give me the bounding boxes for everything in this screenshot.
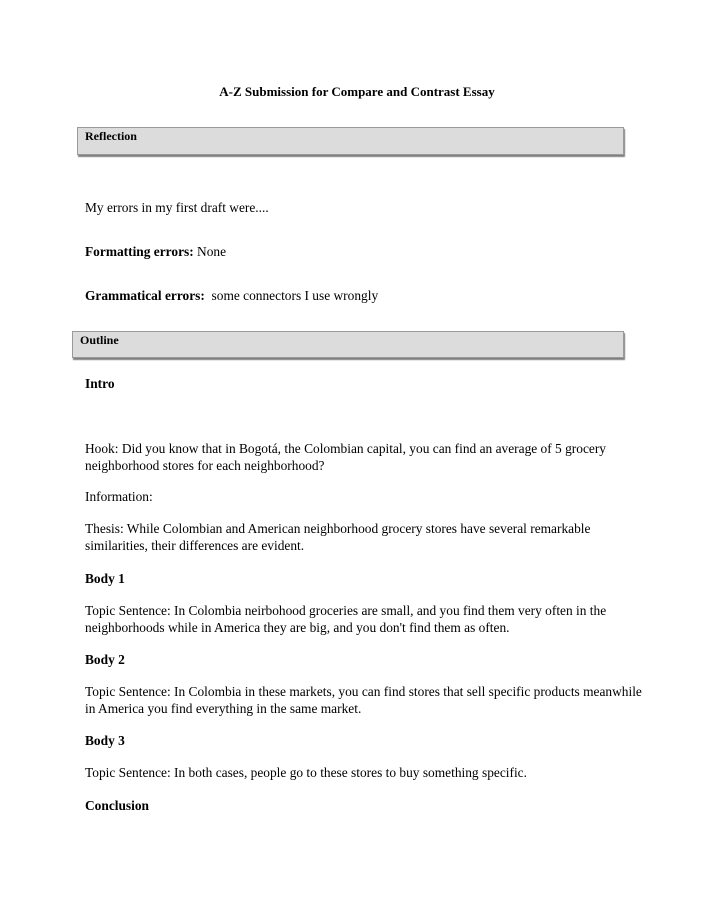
intro-heading: Intro [85, 376, 115, 391]
body2-topic-sentence: Topic Sentence: In Colombia in these markets, you can find stores that sell specific products meanwhile in America you find everything in the same market. [85, 684, 642, 716]
body3-topic-sentence: Topic Sentence: In both cases, people go to these stores to buy something specific. [85, 765, 527, 780]
conclusion-heading: Conclusion [85, 798, 149, 813]
grammatical-errors-line [85, 287, 645, 304]
outline-header-label: Outline [80, 333, 119, 347]
grammatical-errors-label: Grammatical errors: [85, 288, 205, 303]
document-title: A-Z Submission for Compare and Contrast Essay [219, 84, 495, 99]
formatting-errors-label: Formatting errors: [85, 244, 194, 259]
body3-heading: Body 3 [85, 733, 125, 748]
formatting-errors-value: None [193, 244, 227, 259]
body2-heading: Body 2 [85, 652, 125, 667]
body1-heading: Body 1 [85, 571, 125, 586]
reflection-header-label: Reflection [85, 129, 137, 143]
grammatical-errors-value: some connectors I use wrongly [204, 288, 379, 303]
outline-section-header [72, 331, 624, 358]
reflection-section-header [77, 127, 624, 155]
errors-intro-text: My errors in my first draft were.... [85, 200, 269, 215]
hook-text: Hook: Did you know that in Bogotá, the Colombian capital, you can find an average of 5 grocery neighborhood stores for each neighborhood? [85, 441, 606, 473]
thesis-text: Thesis: While Colombian and American neighborhood grocery stores have several remarkable similarities, their differences are evident. [85, 521, 591, 553]
information-text: Information: [85, 489, 153, 504]
body1-topic-sentence: Topic Sentence: In Colombia neirbohood groceries are small, and you find them very often in the neighborhoods while in America they are big, and you don't find them as often. [85, 603, 607, 635]
formatting-errors-line [85, 243, 645, 260]
